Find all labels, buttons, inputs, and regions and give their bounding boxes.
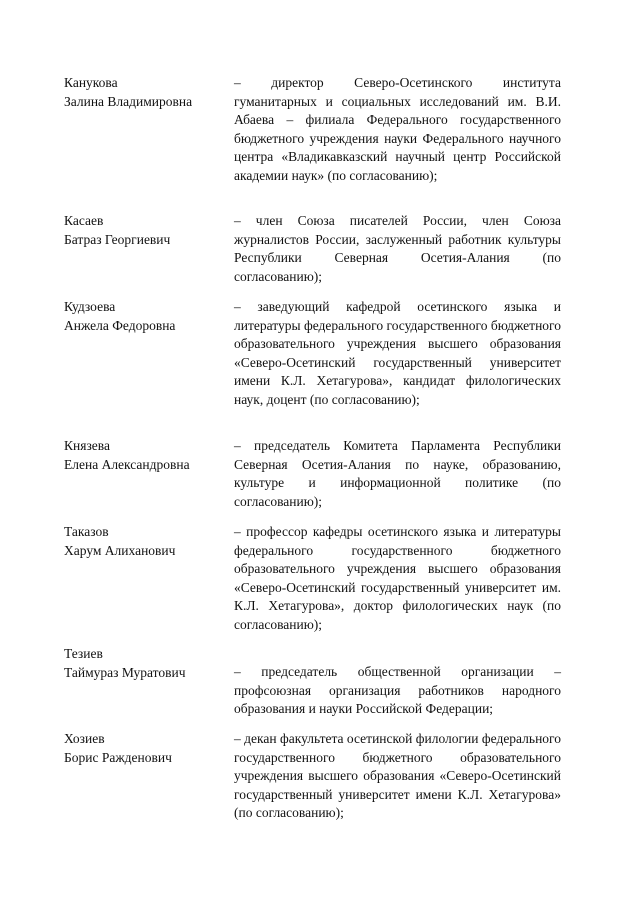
member-surname: Таказов [64, 524, 109, 539]
member-name [64, 212, 224, 249]
member-given-names: Борис Ражденович [64, 749, 172, 765]
member-description: – член Союза писателей России, член Союза журналистов России, заслуженный работник культуры Республики Северная Осетия-Алания (по согласованию); [234, 213, 561, 284]
member-description: – председатель общественной организации – профсоюзная организация работников народного образования и науки Российской Федерации; [234, 664, 561, 716]
member-name [64, 645, 224, 682]
member-name [64, 74, 224, 111]
member-description: – заведующий кафедрой осетинского языка и литературы федерального государственного бюджетного образовательного учреждения высшего образования «Северо-Осетинский государственный университет имени К.Л. Хетагурова», кандидат филологических наук, доцент (по согласованию); [234, 299, 561, 407]
member-given-names: Харум Алиханович [64, 542, 176, 558]
member-name [64, 730, 224, 767]
member-name [64, 523, 224, 560]
member-surname: Князева [64, 438, 110, 453]
member-surname: Касаев [64, 213, 104, 228]
member-description: – декан факультета осетинской филологии федерального государственного бюджетного образовательного учреждения высшего образования «Северо-Осетинский государственный университет имени К.Л. Хетагурова» (по согласованию); [234, 731, 561, 820]
member-given-names: Залина Владимировна [64, 93, 193, 109]
member-given-names: Таймураз Муратович [64, 664, 186, 680]
member-given-names: Елена Александровна [64, 456, 190, 472]
member-description: – председатель Комитета Парламента Республики Северная Осетия-Алания по науке, образованию, культуре и информационной политике (по согласованию); [234, 438, 561, 509]
member-name [64, 437, 224, 474]
member-name [64, 298, 224, 335]
member-surname: Кудзоева [64, 299, 116, 314]
member-surname: Канукова [64, 75, 118, 90]
member-given-names: Анжела Федоровна [64, 317, 176, 333]
member-surname: Тезиев [64, 646, 103, 661]
member-given-names: Батраз Георгиевич [64, 231, 171, 247]
member-description: – профессор кафедры осетинского языка и литературы федерального государственного бюджетного образовательного учреждения высшего образования «Северо-Осетинский государственный университет им. К.Л. Хетагурова», доктор филологических наук (по согласованию); [234, 524, 561, 632]
member-description: – директор Северо-Осетинского института гуманитарных и социальных исследований им. В.И. Абаева – филиала Федерального государственного бюджетного учреждения науки Федерального научного центра «Владикавказский научный центр Российской академии наук» (по согласованию); [234, 75, 561, 183]
member-surname: Хозиев [64, 731, 105, 746]
